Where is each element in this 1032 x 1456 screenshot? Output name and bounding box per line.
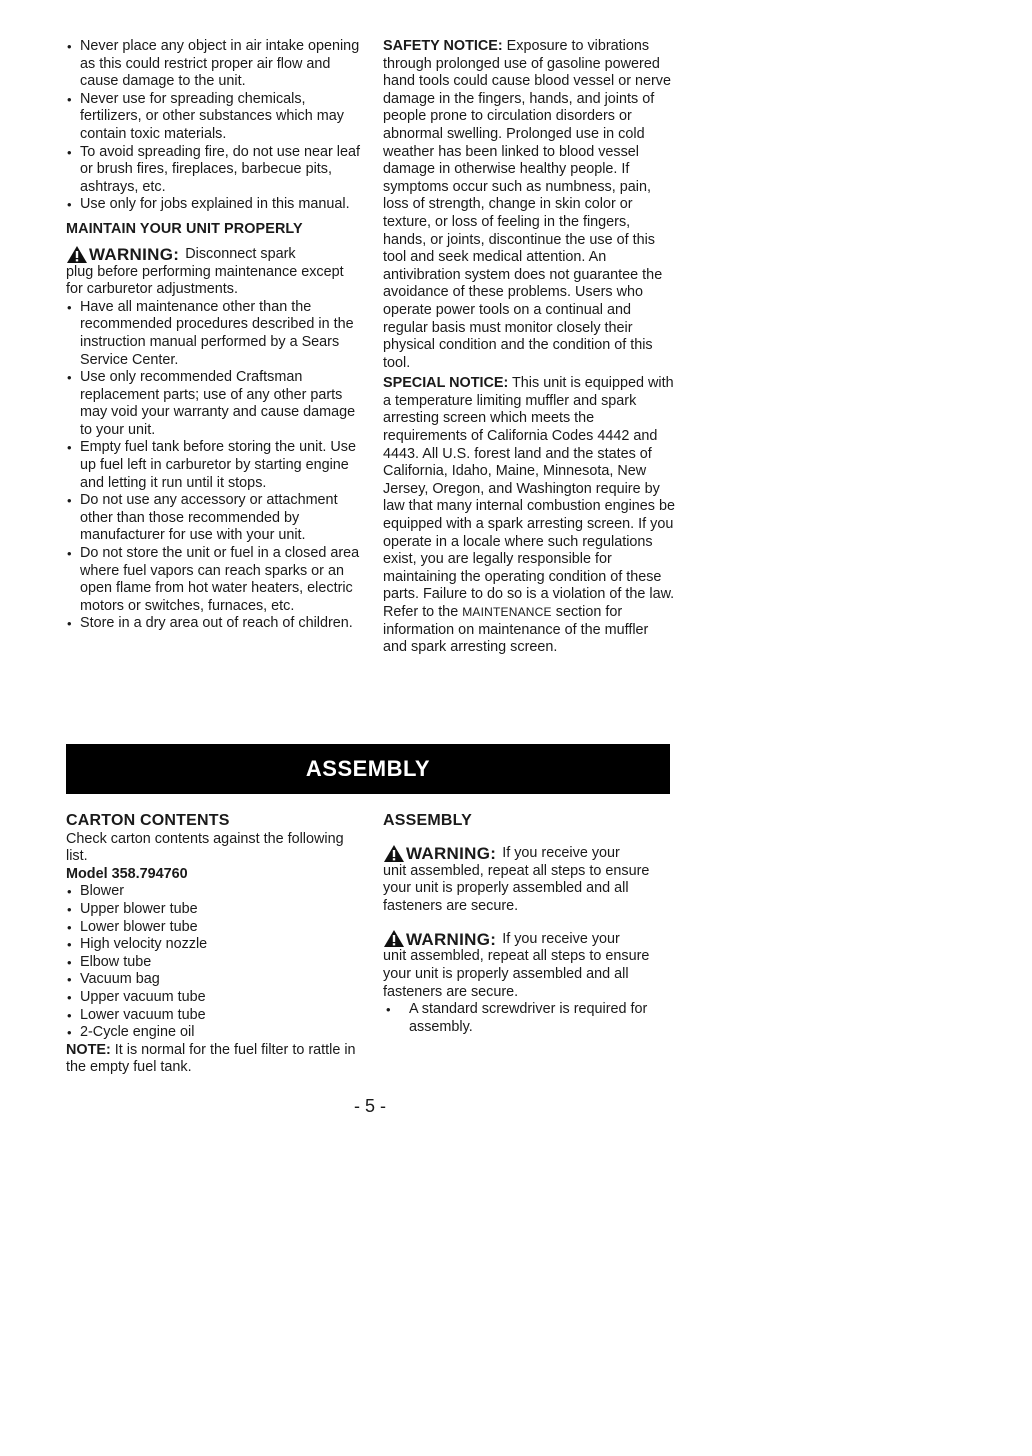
list-item: • 2-Cycle engine oil [66, 1024, 362, 1042]
page-number: - 5 - [353, 1096, 386, 1116]
warning-heading [383, 929, 675, 948]
list-item: • Use only recommended Craftsman replacement parts; use of any other parts may void your warranty and cause damage to your unit. [66, 369, 362, 439]
safety-notice [383, 38, 675, 372]
list-item: • Vacuum bag [66, 971, 362, 989]
special-notice-tail: section for information on maintenance of the muffler and spark arresting screen. [383, 604, 649, 656]
note-text: It is normal for the fuel filter to rattle in the empty fuel tank. [66, 1041, 356, 1076]
warning-heading [383, 844, 675, 863]
warning-triangle-icon [66, 245, 88, 264]
list-item: • Elbow tube [66, 954, 362, 972]
assembly-banner: ASSEMBLY [66, 744, 670, 794]
carton-note [66, 1042, 362, 1077]
warning-triangle-icon [383, 929, 405, 948]
maintenance-bullet-list [66, 299, 362, 633]
note-label: NOTE: [66, 1041, 111, 1058]
warning-text: unit assembled, repeat all steps to ensure your unit is properly assembled and all fasteners are secure. [383, 948, 650, 1000]
list-item: • Never use for spreading chemicals, fertilizers, or other substances which may contain toxic materials. [66, 91, 362, 144]
list-item: • Do not use any accessory or attachment other than those recommended by manufacturer for use with your unit. [66, 492, 362, 545]
carton-contents-heading: CARTON CONTENTS [66, 812, 230, 829]
assembly-bullet-list [383, 1001, 675, 1036]
warning-text-start: Disconnect spark [185, 245, 296, 262]
list-item: • Empty fuel tank before storing the unit. Use up fuel left in carburetor by starting engine and letting it run until it stops. [66, 439, 362, 492]
maintain-heading: MAINTAIN YOUR UNIT PROPERLY [66, 220, 303, 237]
list-item: • High velocity nozzle [66, 936, 362, 954]
carton-items-list [66, 883, 362, 1041]
list-item: • Have all maintenance other than the recommended procedures described in the instruction manual performed by a Sears Service Center. [66, 299, 362, 369]
warning-triangle-icon [383, 844, 405, 863]
warning-label: WARNING: [89, 244, 180, 264]
list-item: • Upper blower tube [66, 901, 362, 919]
special-notice-text: This unit is equipped with a temperature limiting muffler and spark arresting screen which meets the requirements of California Codes 4442 and 4443. All U.S. forest land and the states of California, Idaho, Maine, Minnesota, New Jersey, Oregon, and Washington require by law that many internal combustion engines be equipped with a spark arresting screen. If you operate in a locale where such regulations exist, you are legally responsible for maintaining the operating condition of these parts. Failure to do so is a violation of the law. Refer to the [383, 375, 675, 620]
warning-heading [66, 245, 362, 264]
special-notice-label: SPECIAL NOTICE: [383, 375, 509, 392]
assembly-heading: ASSEMBLY [383, 812, 473, 829]
special-notice [383, 375, 675, 657]
warning-text-start: If you receive your [502, 845, 620, 861]
list-item: • Lower vacuum tube [66, 1007, 362, 1025]
top-left-column [66, 38, 362, 633]
model-number: Model 358.794760 [66, 865, 188, 882]
safety-bullet-list [66, 38, 362, 214]
warning-label: WARNING: [406, 844, 497, 863]
list-item: • Upper vacuum tube [66, 989, 362, 1007]
safety-notice-text: Exposure to vibrations through prolonged use of gasoline powered hand tools could cause blood vessel or nerve damage in the fingers, hands, and joints of people prone to circulation disorders or abnormal swelling. Prolonged use in cold weather has been linked to blood vessel damage in otherwise healthy people. If symptoms occur such as numbness, pain, loss of strength, change in skin color or texture, or loss of feeling in the fingers, hands, or joints, discontinue the use of this tool and seek medical attention. An antivibration system does not guarantee the avoidance of these problems. Users who operate power tools on a continual and regular basis must monitor closely their physical condition and the condition of this tool. [383, 38, 671, 371]
list-item: • Blower [66, 883, 362, 901]
safety-notice-label: SAFETY NOTICE: [383, 38, 503, 54]
warning-text-start: If you receive your [502, 930, 620, 947]
list-item: • Lower blower tube [66, 919, 362, 937]
list-item: • Never place any object in air intake opening as this could restrict proper air flow and cause damage to the unit. [66, 38, 362, 91]
assembly-warning-1 [383, 844, 675, 916]
warning-text: plug before performing maintenance except for carburetor adjustments. [66, 263, 344, 298]
list-item: • To avoid spreading fire, do not use near leaf or brush fires, fireplaces, barbecue pits, ashtrays, etc. [66, 144, 362, 197]
top-right-column [383, 38, 675, 657]
list-item: • Use only for jobs explained in this manual. [66, 196, 362, 214]
maintenance-reference: MAINTENANCE [462, 605, 552, 619]
list-item: • A standard screwdriver is required for assembly. [383, 1001, 675, 1036]
warning-label: WARNING: [406, 929, 497, 949]
assembly-column [383, 812, 675, 1036]
carton-intro: Check carton contents against the following list. [66, 830, 344, 865]
list-item: • Do not store the unit or fuel in a closed area where fuel vapors can reach sparks or an open flame from hot water heaters, electric motors or switches, furnaces, etc. [66, 545, 362, 615]
assembly-warning-2 [383, 929, 675, 1001]
carton-contents-column [66, 812, 362, 1077]
list-item: • Store in a dry area out of reach of children. [66, 615, 362, 633]
warning-text: unit assembled, repeat all steps to ensure your unit is properly assembled and all fasteners are secure. [383, 862, 650, 914]
